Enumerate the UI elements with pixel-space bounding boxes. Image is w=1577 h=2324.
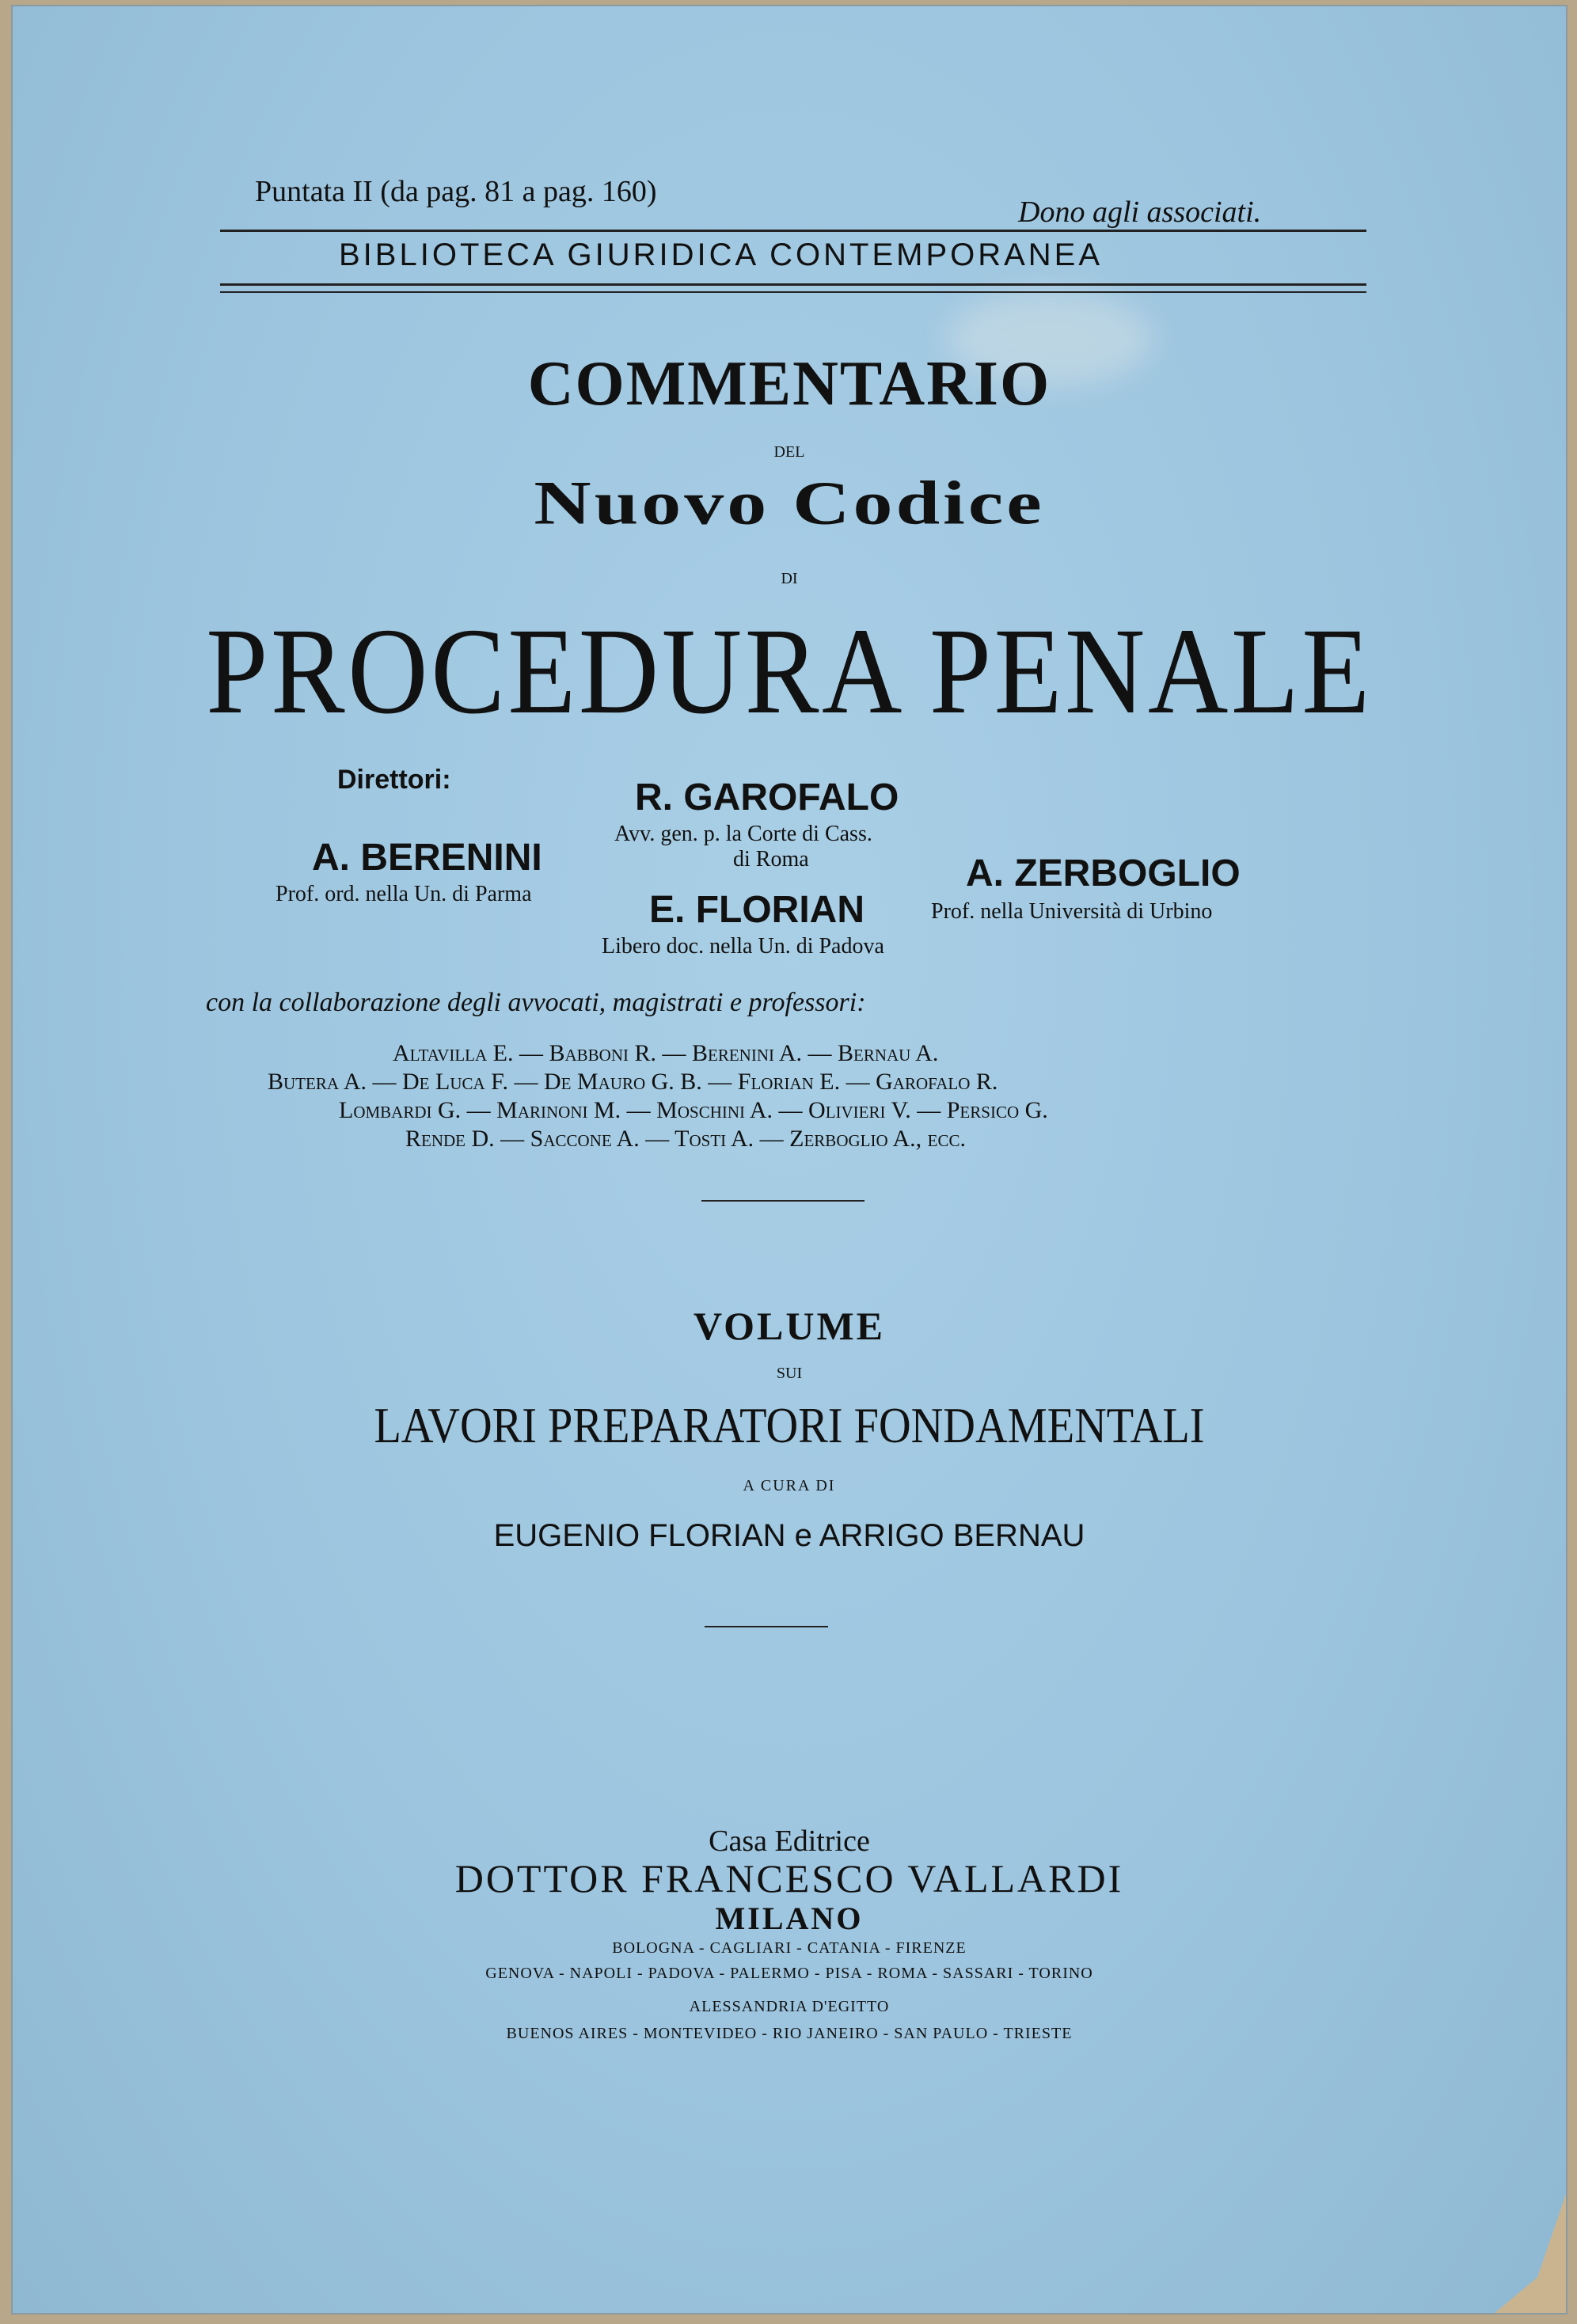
title-del: DEL	[773, 443, 805, 461]
volume-label: VOLUME	[694, 1304, 885, 1348]
title-commentario: COMMENTARIO	[527, 349, 1051, 419]
publisher-branches-4: BUENOS AIRES - MONTEVIDEO - RIO JANEIRO - SAN PAULO - TRIESTE	[506, 2025, 1073, 2042]
volume-subject: LAVORI PREPARATORI FONDAMENTALI	[374, 1397, 1205, 1453]
title-di: DI	[781, 570, 798, 587]
publisher-house: Casa Editrice	[709, 1825, 870, 1858]
berenini-name: A. BERENINI	[312, 837, 542, 879]
header-rule-bottom-2	[220, 291, 1366, 293]
header-rule-top	[220, 230, 1366, 232]
divider-1	[701, 1200, 864, 1202]
florian-role: Libero doc. nella Un. di Padova	[602, 934, 884, 959]
volume-a-cura: A CURA DI	[743, 1477, 836, 1494]
installment-text: Puntata II (da pag. 81 a pag. 160)	[255, 175, 657, 208]
garofalo-role-2: di Roma	[733, 847, 809, 872]
berenini-role: Prof. ord. nella Un. di Parma	[276, 882, 532, 906]
divider-2	[705, 1626, 828, 1627]
collaborators-line: Rende D. — Saccone A. — Tosti A. — Zerboglio A., ecc.	[405, 1126, 966, 1152]
publisher-branches-1: BOLOGNA - CAGLIARI - CATANIA - FIRENZE	[612, 1939, 967, 1957]
publisher-city: MILANO	[715, 1901, 864, 1936]
florian-name: E. FLORIAN	[649, 889, 864, 931]
gift-note: Dono agli associati.	[1018, 196, 1262, 229]
garofalo-name: R. GAROFALO	[635, 777, 899, 818]
garofalo-role-1: Avv. gen. p. la Corte di Cass.	[614, 822, 872, 846]
torn-corner	[1495, 2194, 1566, 2313]
volume-sui: SUI	[776, 1365, 803, 1382]
title-procedura-penale: PROCEDURA PENALE	[206, 602, 1373, 739]
publisher-branches-3: ALESSANDRIA D'EGITTO	[689, 1998, 890, 2015]
collaborators-line: Altavilla E. — Babboni R. — Berenini A. — Bernau A.	[393, 1040, 939, 1066]
collaborators-line: Butera A. — De Luca F. — De Mauro G. B. — Florian E. — Garofalo R.	[268, 1069, 998, 1095]
directors-label: Direttori:	[337, 765, 451, 795]
publisher-name: DOTTOR FRANCESCO VALLARDI	[454, 1856, 1124, 1901]
book-cover	[11, 5, 1568, 2315]
zerboglio-role: Prof. nella Università di Urbino	[931, 899, 1213, 924]
header-rule-bottom-1	[220, 283, 1366, 286]
collaborators-line: Lombardi G. — Marinoni M. — Moschini A. — Olivieri V. — Persico G.	[339, 1097, 1048, 1123]
zerboglio-name: A. ZERBOGLIO	[966, 853, 1241, 894]
series-title: BIBLIOTECA GIURIDICA CONTEMPORANEA	[339, 237, 1104, 272]
title-nuovo-codice: Nuovo Codice	[534, 469, 1045, 537]
collaborators-intro: con la collaborazione degli avvocati, magistrati e professori:	[206, 988, 866, 1017]
publisher-branches-2: GENOVA - NAPOLI - PADOVA - PALERMO - PISA - ROMA - SASSARI - TORINO	[485, 1965, 1093, 1982]
volume-editors: EUGENIO FLORIAN e ARRIGO BERNAU	[493, 1518, 1085, 1553]
